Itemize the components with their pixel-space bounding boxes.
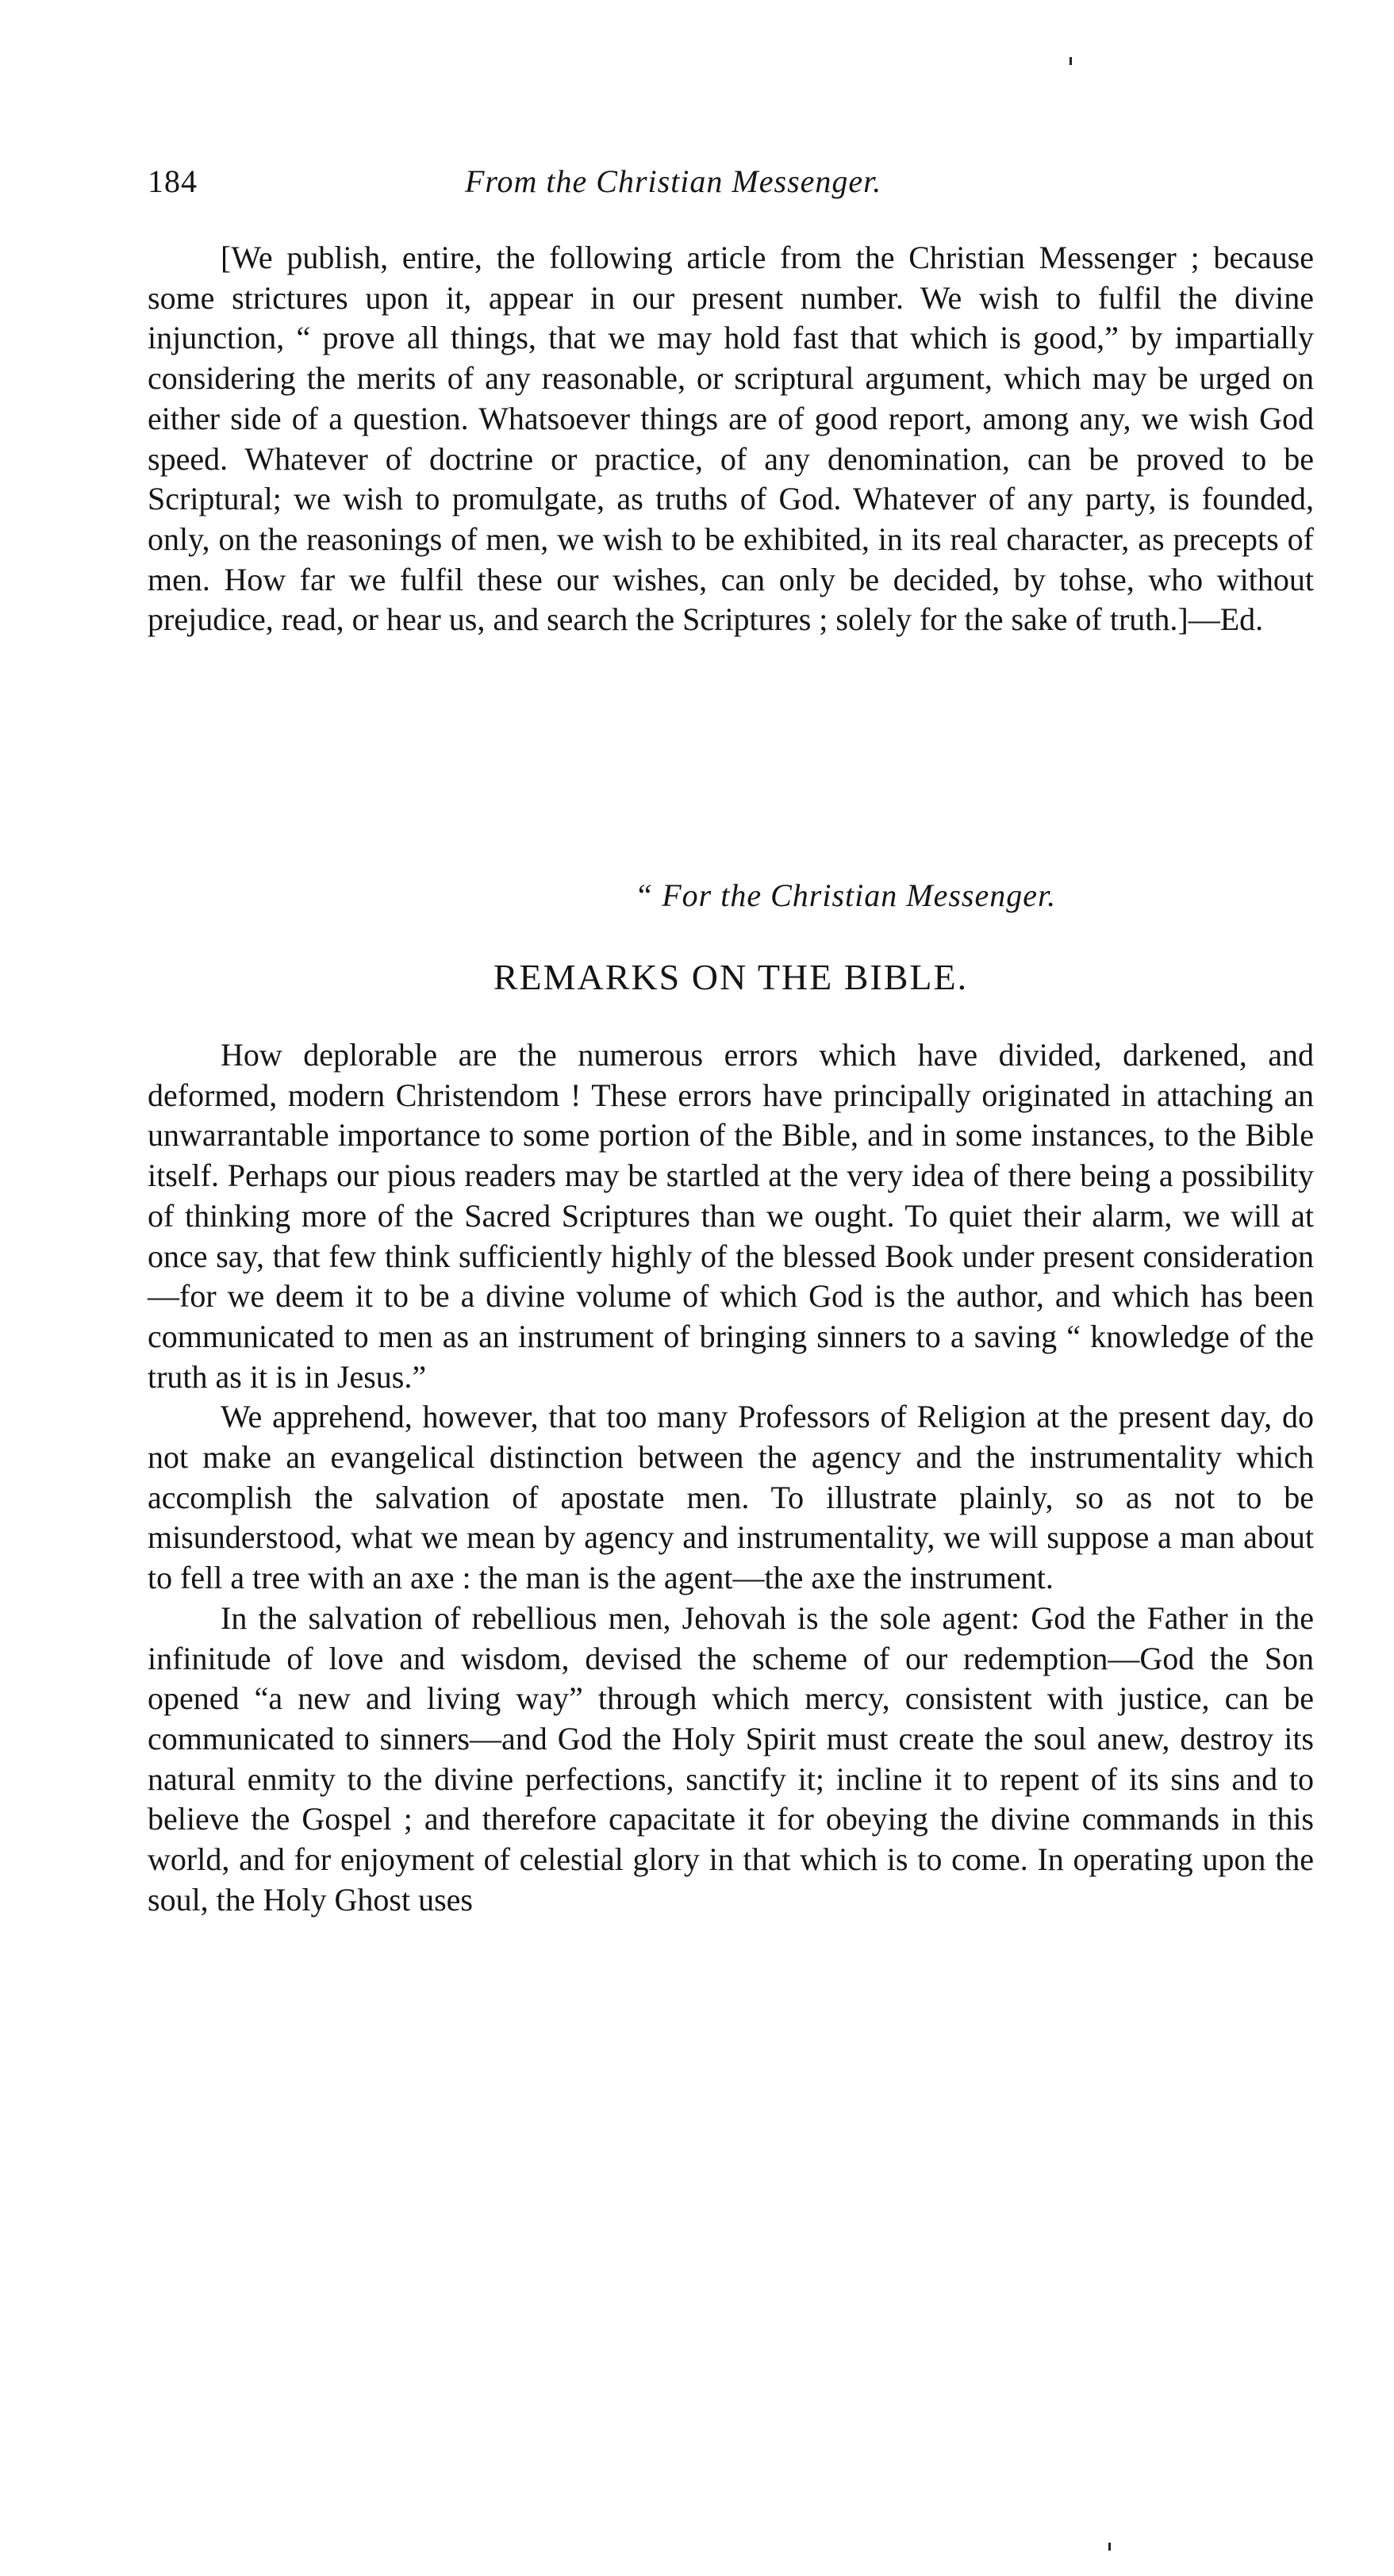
print-speck (1070, 57, 1072, 65)
page-header (148, 163, 1242, 210)
paragraph: We apprehend, however, that too many Professors of Religion at the present day, do not make an evangelical distinction between the agency and the instrumentality which accomplish the salvation of apostate men. To illustrate plainly, so as not to be misunderstood, what we mean by agency and instrumentality, we will suppose a man about to fell a tree with an axe : the man is the agent—the axe the instrument. (148, 1399, 1314, 1596)
running-head: From the Christian Messenger. (465, 163, 882, 199)
print-speck (1108, 2543, 1111, 2551)
paragraph: How deplorable are the numerous errors which have divided, darkened, and deformed, modern Christendom ! These errors have principally originated in attaching an unwarrantable importance to some portion of the Bible, and in some instances, to the Bible itself. Perhaps our pious readers may be startled at the very idea of there being a possibility of thinking more of the Sacred Scriptures than we ought. To quiet their alarm, we will at once say, that few think sufficiently highly of the blessed Book under present consideration—for we deem it to be a divine volume of which God is the author, and which has been communicated to men as an instrument of bringing sinners to a saving “ knowledge of the truth as it is in Jesus.” (148, 1037, 1314, 1395)
page-number: 184 (148, 163, 198, 199)
editor-note: [We publish, entire, the following article from the Christian Messenger ; because some strictures upon it, appear in our present number. We wish to fulfil the divine injunction, “ prove all things, that we may hold fast that which is good,” by impartially considering the merits of any reasonable, or scriptural argument, which may be urged on either side of a question. Whatsoever things are of good report, among any, we wish God speed. Whatever of doctrine or practice, of any denomination, can be proved to be Scriptural; we wish to promulgate, as truths of God. Whatever of any party, is founded, only, on the reasonings of men, we wish to be exhibited, in its real character, as precepts of men. How far we fulfil these our wishes, can only be decided, by tohse, who without prejudice, read, or hear us, and search the Scriptures ; solely for the sake of truth.]—Ed. (148, 240, 1314, 638)
paragraph: In the salvation of rebellious men, Jehovah is the sole agent: God the Father in the infinitude of love and wisdom, devised the scheme of our redemption—God the Son opened “a new and living way” through which mercy, consistent with justice, can be communicated to sinners—and God the Holy Spirit must create the soul anew, destroy its natural enmity to the divine perfections, sanctify it; incline it to repent of its sins and to believe the Gospel ; and therefore capacitate it for obeying the divine commands in this world, and for enjoyment of celestial glory in that which is to come. In operating upon the soul, the Holy Ghost uses (148, 1599, 1314, 1918)
article-body (148, 1035, 1314, 1920)
article-title: REMARKS ON THE BIBLE. (493, 957, 969, 997)
article-byline: “ For the Christian Messenger. (635, 877, 1057, 913)
